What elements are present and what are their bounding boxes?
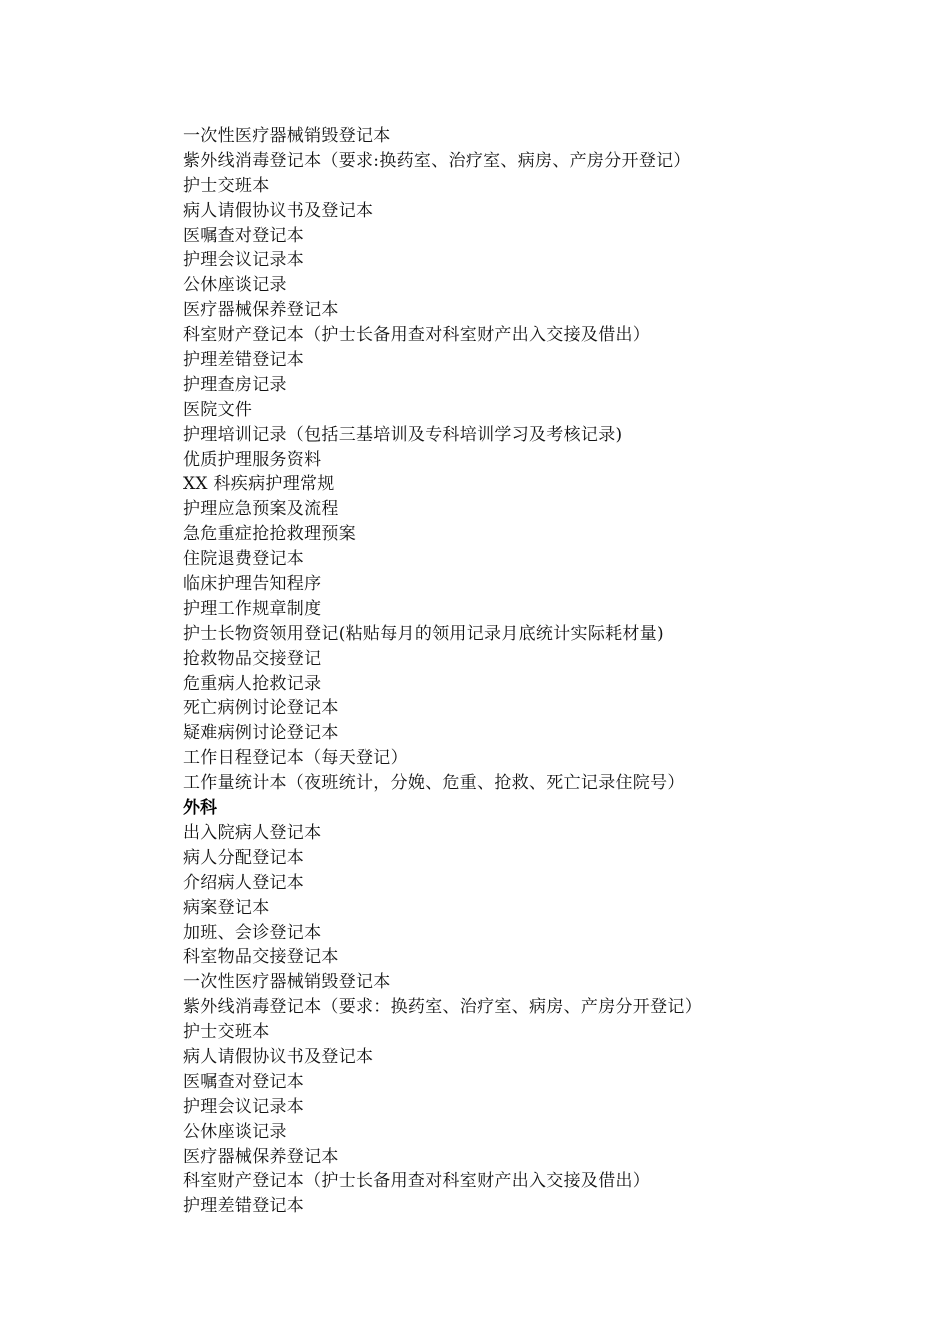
list-item: XX 科疾病护理常规 <box>183 474 335 495</box>
list-item: 护士长物资领用登记(粘贴每月的领用记录月底统计实际耗材量) <box>183 623 664 644</box>
list-item: 护士交班本 <box>183 175 270 196</box>
list-item: 紫外线消毒登记本（要求:换药室、治疗室、病房、产房分开登记） <box>183 150 691 171</box>
list-item: 加班、会诊登记本 <box>183 922 322 943</box>
list-item: 公休座谈记录 <box>183 275 287 296</box>
list-item: 病人请假协议书及登记本 <box>183 200 374 221</box>
list-item: 病人分配登记本 <box>183 847 305 868</box>
list-item: 护理应急预案及流程 <box>183 499 339 520</box>
list-item: 医疗器械保养登记本 <box>183 1146 339 1167</box>
list-item: 科室物品交接登记本 <box>183 947 339 968</box>
list-item: 科室财产登记本（护士长备用查对科室财产出入交接及借出） <box>183 325 651 346</box>
list-item: 护士交班本 <box>183 1022 270 1043</box>
list-item: 住院退费登记本 <box>183 549 305 570</box>
list-item: 病案登记本 <box>183 897 270 918</box>
list-item: 出入院病人登记本 <box>183 822 322 843</box>
list-item: 公休座谈记录 <box>183 1121 287 1142</box>
list-item: 死亡病例讨论登记本 <box>183 698 339 719</box>
record-list-surgery <box>183 821 883 1219</box>
list-item: 护理培训记录（包括三基培训及专科培训学习及考核记录) <box>183 424 623 445</box>
list-item: 护理工作规章制度 <box>183 598 322 619</box>
list-item: 抢救物品交接登记 <box>183 648 322 669</box>
list-item: 护理会议记录本 <box>183 1096 305 1117</box>
list-item: 医嘱查对登记本 <box>183 225 305 246</box>
list-item: 病人请假协议书及登记本 <box>183 1046 374 1067</box>
list-item: 护理差错登记本 <box>183 350 305 371</box>
document-body <box>183 124 883 1219</box>
list-item: 科室财产登记本（护士长备用查对科室财产出入交接及借出） <box>183 1171 651 1192</box>
list-item: 疑难病例讨论登记本 <box>183 723 339 744</box>
list-item: 护理差错登记本 <box>183 1196 305 1217</box>
list-item: 护理会议记录本 <box>183 250 305 271</box>
list-item: 临床护理告知程序 <box>183 574 322 595</box>
list-item: 工作量统计本（夜班统计，分娩、危重、抢救、死亡记录住院号） <box>183 773 685 794</box>
list-item: 介绍病人登记本 <box>183 872 305 893</box>
list-item: 一次性医疗器械销毁登记本 <box>183 972 391 993</box>
list-item: 医院文件 <box>183 399 253 420</box>
list-item: 一次性医疗器械销毁登记本 <box>183 126 391 146</box>
list-item: 优质护理服务资料 <box>183 449 322 470</box>
list-item: 紫外线消毒登记本（要求：换药室、治疗室、病房、产房分开登记） <box>183 997 702 1018</box>
list-item: 护理查房记录 <box>183 374 287 395</box>
record-list-general <box>183 124 883 796</box>
list-item: 工作日程登记本（每天登记） <box>183 748 408 769</box>
list-item: 医疗器械保养登记本 <box>183 300 339 321</box>
section-heading-surgery: 外科 <box>183 798 217 819</box>
list-item: 危重病人抢救记录 <box>183 673 322 694</box>
list-item: 医嘱查对登记本 <box>183 1071 305 1092</box>
list-item: 急危重症抢抢救理预案 <box>183 524 356 545</box>
